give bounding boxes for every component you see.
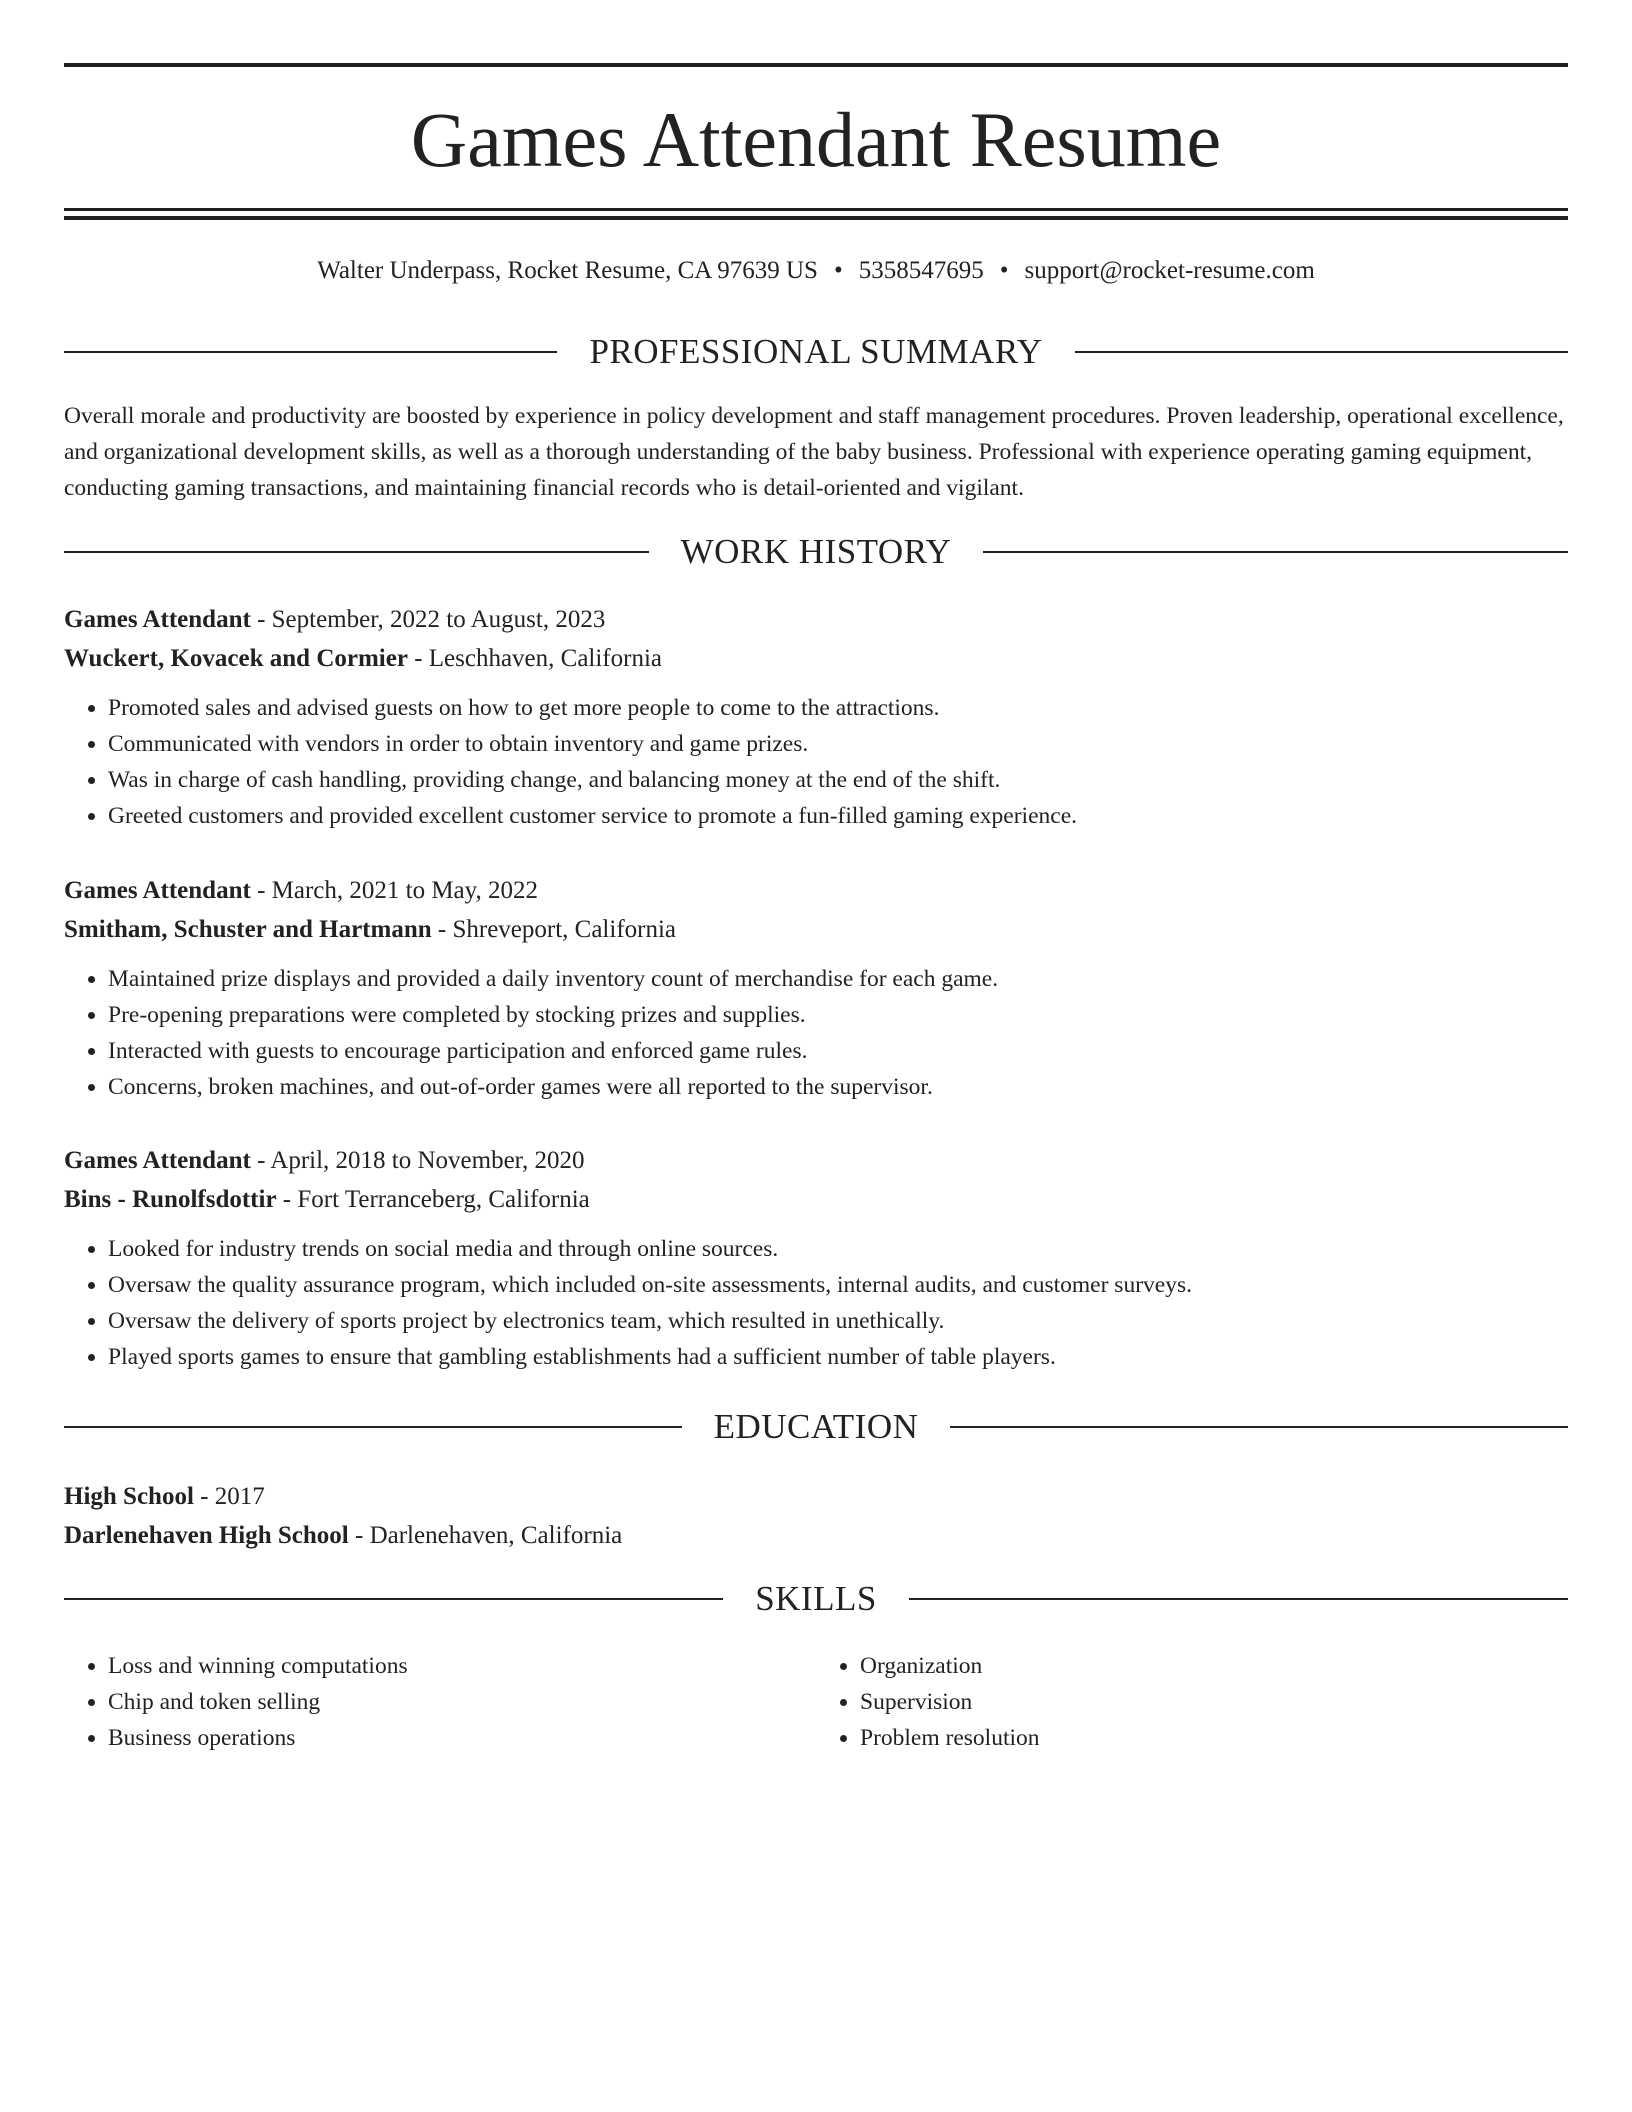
job-entry (64, 600, 1568, 834)
list-item: • Chip and token selling (108, 1684, 816, 1720)
contact-address: Walter Underpass, Rocket Resume, CA 97639 US (317, 257, 818, 284)
job-entry (64, 1141, 1568, 1375)
education-entry (64, 1477, 1568, 1555)
list-item: • Organization (860, 1648, 1568, 1684)
list-item: • Looked for industry trends on social media and through online sources. (108, 1231, 1568, 1267)
section-heading-work-history (64, 530, 1568, 574)
job-bullets (64, 1231, 1568, 1375)
education-school-line (64, 1516, 1568, 1555)
list-item: • Played sports games to ensure that gambling establishments had a sufficient number of table players. (108, 1339, 1568, 1375)
job-title-line (64, 871, 1568, 910)
heading-rule (64, 1598, 723, 1600)
list-item: • Concerns, broken machines, and out-of-order games were all reported to the supervisor. (108, 1069, 1568, 1105)
section-heading-skills (64, 1577, 1568, 1621)
section-title: PROFESSIONAL SUMMARY (589, 332, 1043, 371)
job-location: - Shreveport, California (431, 916, 677, 943)
list-item: • Pre-opening preparations were completed by stocking prizes and supplies. (108, 997, 1568, 1033)
job-company: Smitham, Schuster and Hartmann (64, 916, 432, 943)
job-company: Wuckert, Kovacek and Cormier (64, 645, 408, 672)
list-item: • Oversaw the delivery of sports project by electronics team, which resulted in unethically. (108, 1303, 1568, 1339)
heading-rule (950, 1426, 1568, 1428)
heading-rule (1075, 351, 1568, 353)
job-title-line (64, 600, 1568, 639)
job-title-line (64, 1141, 1568, 1180)
list-item: • Interacted with guests to encourage participation and enforced game rules. (108, 1033, 1568, 1069)
contact-separator: • (999, 257, 1009, 284)
education-degree-line (64, 1477, 1568, 1516)
job-location: - Leschhaven, California (407, 645, 663, 672)
contact-phone: 5358547695 (858, 257, 984, 284)
job-company-line (64, 1180, 1568, 1219)
job-role: Games Attendant (64, 606, 251, 633)
list-item: • Loss and winning computations (108, 1648, 816, 1684)
list-item: • Oversaw the quality assurance program, which included on-site assessments, internal audits, and customer surveys. (108, 1267, 1568, 1303)
contact-separator: • (833, 257, 843, 284)
job-company-line (64, 639, 1568, 678)
job-bullets (64, 961, 1568, 1105)
heading-rule (64, 351, 557, 353)
list-item: • Greeted customers and provided excellent customer service to promote a fun-filled gaming experience. (108, 798, 1568, 834)
job-company: Bins - Runolfsdottir (64, 1186, 277, 1213)
list-item: • Supervision (860, 1684, 1568, 1720)
list-item: • Business operations (108, 1720, 816, 1756)
section-title: EDUCATION (713, 1407, 919, 1446)
list-item: • Promoted sales and advised guests on how to get more people to come to the attractions. (108, 690, 1568, 726)
job-role: Games Attendant (64, 1147, 251, 1174)
contact-line (64, 254, 1568, 288)
skills-list (64, 1648, 1568, 1756)
education-year: - 2017 (193, 1483, 265, 1510)
list-item: • Maintained prize displays and provided a daily inventory count of merchandise for each game. (108, 961, 1568, 997)
heading-rule (64, 551, 649, 553)
heading-rule (983, 551, 1568, 553)
summary-text: Overall morale and productivity are boosted by experience in policy development and staff management procedures. Proven leadership, operational excellence, and organizational development skills, as well as a thorough understanding of the baby business. Professional with experience operating gaming equipment, conducting gaming transactions, and maintaining financial records who is detail-oriented and vigilant. (64, 403, 1564, 501)
heading-rule (64, 1426, 682, 1428)
section-title: WORK HISTORY (680, 532, 952, 571)
page-title: Games Attendant Resume (410, 96, 1222, 183)
job-entry (64, 871, 1568, 1105)
education-degree: High School (64, 1483, 194, 1510)
section-heading-summary (64, 330, 1568, 374)
skills-column-right (816, 1648, 1568, 1756)
job-location: - Fort Terranceberg, California (276, 1186, 590, 1213)
top-rule (64, 63, 1568, 67)
education-location: - Darlenehaven, California (348, 1522, 623, 1549)
title-double-rule (64, 208, 1568, 220)
contact-email: support@rocket-resume.com (1024, 257, 1315, 284)
list-item: • Was in charge of cash handling, providing change, and balancing money at the end of the shift. (108, 762, 1568, 798)
job-dates: - April, 2018 to November, 2020 (250, 1147, 585, 1174)
section-heading-education (64, 1405, 1568, 1449)
skills-column-left (64, 1648, 816, 1756)
list-item: • Problem resolution (860, 1720, 1568, 1756)
list-item: • Communicated with vendors in order to obtain inventory and game prizes. (108, 726, 1568, 762)
job-dates: - March, 2021 to May, 2022 (250, 877, 539, 904)
job-bullets (64, 690, 1568, 834)
job-role: Games Attendant (64, 877, 251, 904)
section-title: SKILLS (755, 1579, 877, 1618)
job-company-line (64, 910, 1568, 949)
heading-rule (909, 1598, 1568, 1600)
education-school: Darlenehaven High School (64, 1522, 349, 1549)
job-dates: - September, 2022 to August, 2023 (250, 606, 606, 633)
